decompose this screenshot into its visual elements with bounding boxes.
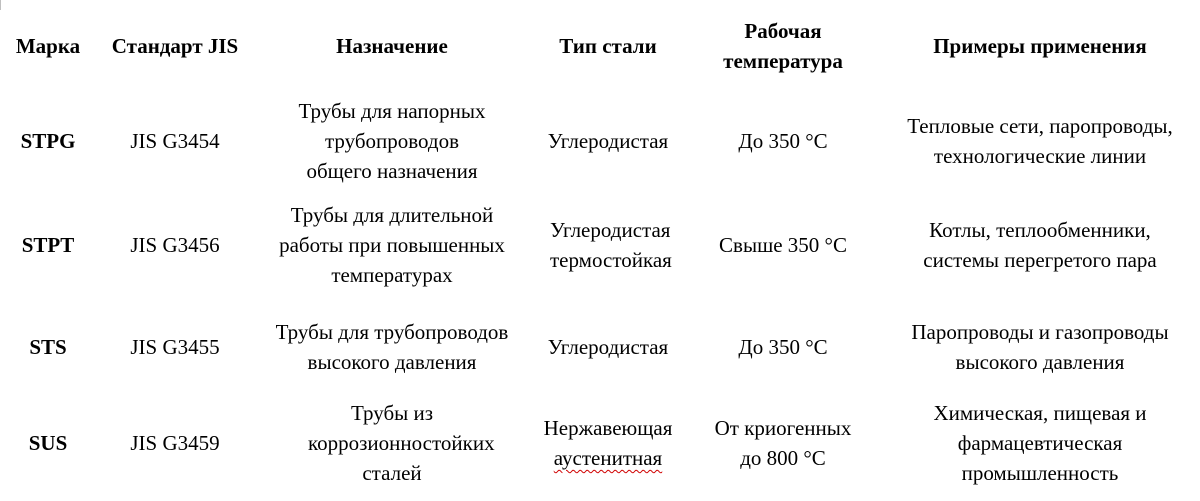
- table-row: [0, 393, 1200, 493]
- cell-purpose: Трубы для трубопроводов высокого давления: [275, 320, 509, 374]
- table-row: [0, 301, 1200, 393]
- cell-temperature: До 350 °C: [738, 128, 828, 153]
- table-row: [0, 92, 1200, 189]
- cell-examples: Химическая, пищевая и фармацевтическая промышленность: [933, 401, 1147, 485]
- table-header-row: [0, 0, 1200, 92]
- cell-steel-type: [530, 393, 686, 493]
- cell-temperature: До 350 °C: [738, 335, 828, 359]
- cell-purpose: Трубы для длительной работы при повышенных температурах: [279, 203, 505, 287]
- cell-brand: SUS: [28, 431, 68, 455]
- spellcheck-underlined-word: аустенитная: [553, 446, 663, 470]
- cell-examples: Паропроводы и газопроводы высокого давления: [911, 320, 1169, 374]
- header-temperature-line2: температура: [723, 49, 843, 73]
- cell-purpose: Трубы из коррозионностойких сталей: [308, 401, 495, 485]
- header-standard: Стандарт JIS: [111, 34, 239, 58]
- cell-brand: STPT: [21, 233, 75, 257]
- cell-steel-type: Углеродистая термостойкая: [550, 218, 672, 272]
- cell-steel-type: Углеродистая: [547, 335, 669, 359]
- header-steel-type: Тип стали: [559, 34, 657, 58]
- cell-temperature: От криогенных до 800 °C: [714, 416, 852, 470]
- header-temperature-line1: Рабочая: [744, 19, 822, 43]
- cell-purpose: Трубы для напорных трубопроводов общего назначения: [298, 98, 486, 183]
- cell-standard: JIS G3455: [130, 335, 220, 359]
- cell-brand: STS: [29, 335, 67, 359]
- header-purpose: Назначение: [336, 34, 448, 58]
- cell-temperature: Свыше 350 °C: [719, 233, 847, 257]
- cell-standard: JIS G3454: [130, 128, 220, 153]
- header-brand: Марка: [15, 34, 81, 58]
- cell-brand: STPG: [20, 128, 76, 153]
- cell-standard: JIS G3459: [130, 431, 220, 455]
- table-row: [0, 189, 1200, 301]
- cell-steel-type: Углеродистая: [547, 128, 669, 153]
- cell-standard: JIS G3456: [130, 233, 220, 257]
- header-temperature: [686, 0, 880, 92]
- cell-examples: Тепловые сети, паропроводы, технологические линии: [907, 113, 1173, 168]
- header-examples: Примеры применения: [933, 34, 1147, 58]
- cell-examples: Котлы, теплообменники, системы перегретого пара: [923, 218, 1157, 272]
- steel-type-line1: Нержавеющая: [543, 416, 673, 440]
